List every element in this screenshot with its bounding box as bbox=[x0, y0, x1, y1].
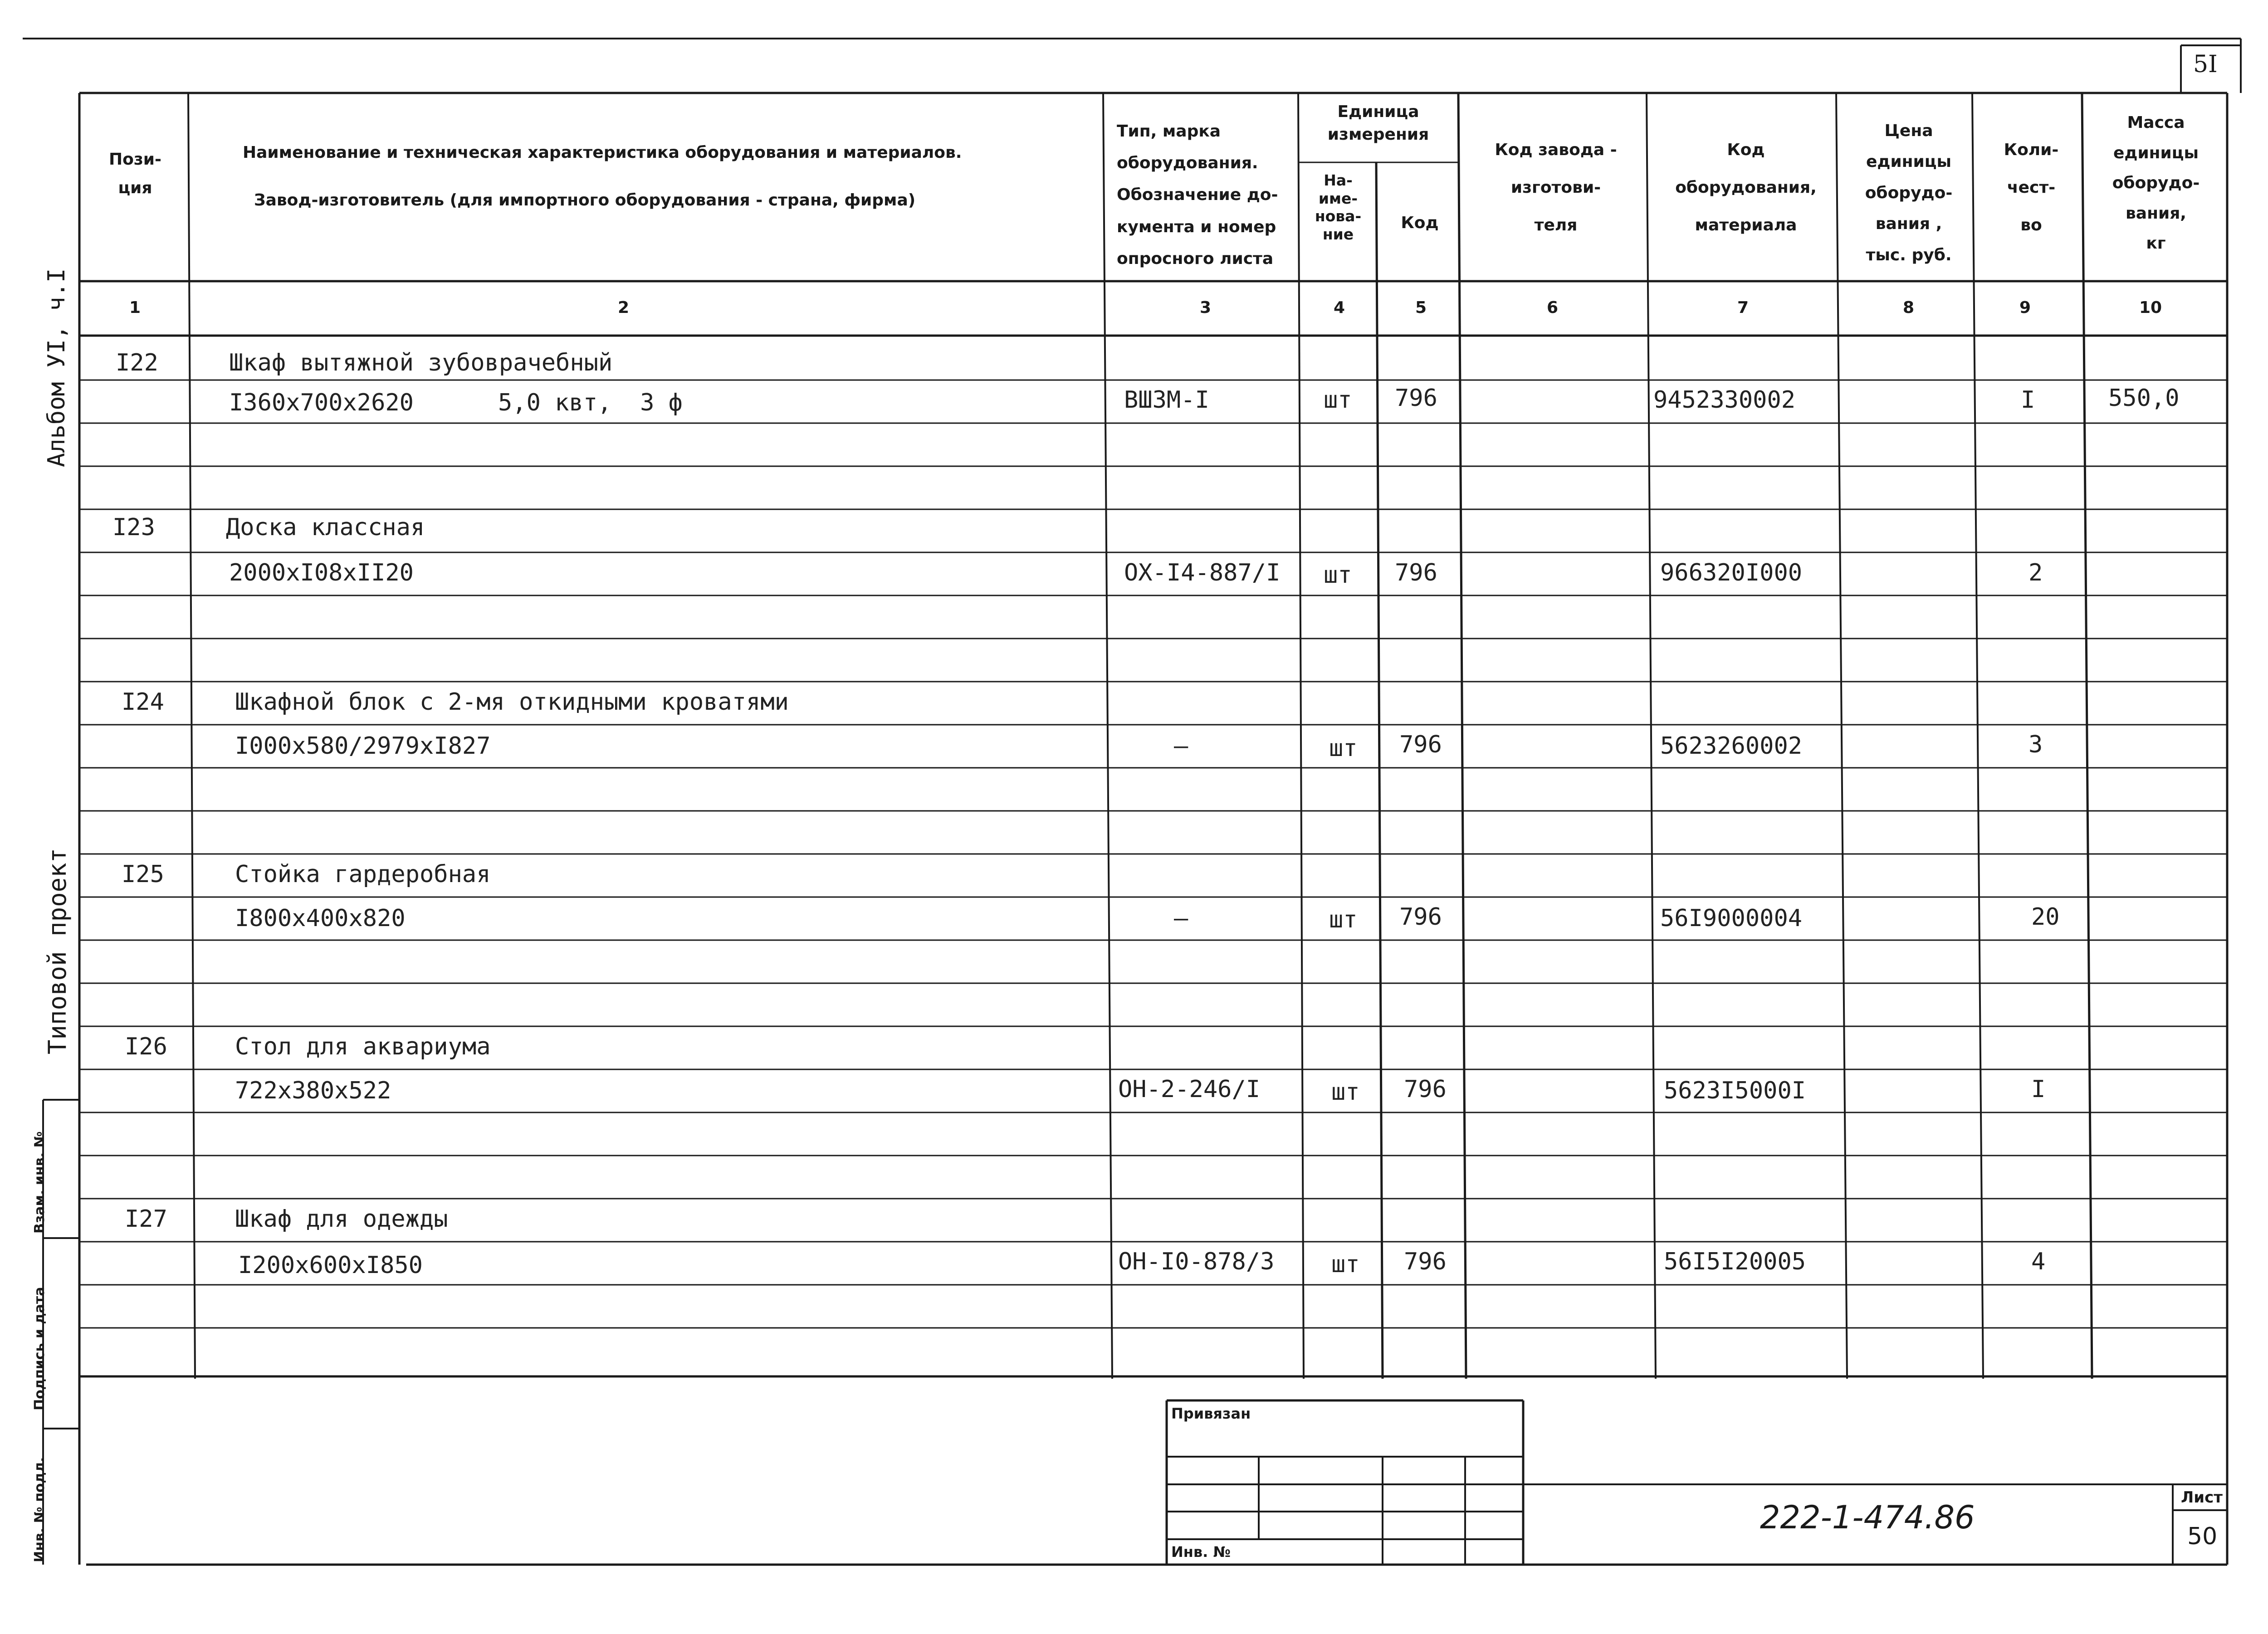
column-number: 6 bbox=[1547, 298, 1559, 317]
header-unit: Единица измерения bbox=[1327, 102, 1429, 144]
row-unit: шт bbox=[1331, 1251, 1360, 1278]
header-price: Цена единицы оборудо- вания , тыс. руб. bbox=[1865, 122, 1953, 264]
row-position: I24 bbox=[122, 688, 164, 716]
header-name-line1: Наименование и техническая характеристика оборудования и материалов. bbox=[243, 143, 962, 162]
row-unit: шт bbox=[1329, 735, 1358, 762]
row-name: Доска классная bbox=[226, 514, 425, 541]
row-quantity: 3 bbox=[2028, 731, 2043, 758]
row-unit-code: 796 bbox=[1395, 559, 1437, 586]
row-quantity: 20 bbox=[2031, 903, 2060, 931]
row-unit-code: 796 bbox=[1404, 1248, 1447, 1275]
row-position: I22 bbox=[116, 349, 158, 376]
row-dimensions: I000x580/2979xI827 bbox=[235, 732, 491, 760]
row-power: 5,0 квт, 3 ф bbox=[498, 389, 683, 416]
column-number: 3 bbox=[1200, 298, 1212, 317]
stamp-original-inv: Инв. № подл. bbox=[32, 1457, 48, 1562]
row-unit-code: 796 bbox=[1399, 731, 1442, 758]
page-number: 5I bbox=[2193, 51, 2218, 78]
row-quantity: 2 bbox=[2028, 559, 2043, 586]
row-unit-code: 796 bbox=[1399, 903, 1442, 931]
row-name: Стойка гардеробная bbox=[235, 861, 491, 888]
row-unit: шт bbox=[1324, 386, 1352, 414]
row-position: I25 bbox=[122, 861, 164, 888]
header-mass: Масса единицы оборудо- вания, кг bbox=[2112, 113, 2200, 253]
row-quantity: I bbox=[2021, 386, 2035, 414]
side-label-typical-project: Типовой проект bbox=[43, 848, 72, 1054]
row-equip-code: 5623260002 bbox=[1660, 732, 1803, 760]
column-number: 5 bbox=[1415, 298, 1427, 317]
stamp-replacement-inv: Взам. инв. № bbox=[32, 1131, 48, 1234]
row-position: I27 bbox=[125, 1205, 167, 1233]
row-dimensions: 2000xI08xII20 bbox=[229, 559, 414, 586]
header-unit-code: Код bbox=[1401, 214, 1439, 232]
header-factory-code: Код завода - изготови- теля bbox=[1495, 141, 1617, 234]
side-label-album: Альбом УI, ч.I bbox=[43, 268, 70, 467]
column-number: 9 bbox=[2019, 298, 2031, 317]
row-quantity: 4 bbox=[2031, 1248, 2046, 1275]
column-number: 1 bbox=[129, 298, 141, 317]
header-unit-name: На- име- нова- ние bbox=[1315, 171, 1362, 243]
stamp-signature-date: Подпись и дата bbox=[32, 1287, 48, 1410]
row-equip-code: 9452330002 bbox=[1653, 386, 1796, 414]
row-type: – bbox=[1174, 905, 1188, 932]
row-equip-code: 5623I5000I bbox=[1664, 1077, 1806, 1104]
header-quantity: Коли- чест- во bbox=[2004, 141, 2059, 234]
title-block-inv-no: Инв. № bbox=[1171, 1543, 1231, 1561]
row-position: I23 bbox=[112, 514, 155, 541]
column-number: 10 bbox=[2139, 298, 2162, 317]
header-name-line2: Завод-изготовитель (для импортного оборудования - страна, фирма) bbox=[254, 191, 916, 210]
row-dimensions: I200x600xI850 bbox=[238, 1252, 423, 1279]
header-equip-code: Код оборудования, материала bbox=[1675, 141, 1817, 234]
column-number: 2 bbox=[618, 298, 630, 317]
row-quantity: I bbox=[2031, 1076, 2046, 1103]
row-name: Шкаф вытяжной зубоврачебный bbox=[229, 349, 613, 376]
row-type: ВШЗМ-I bbox=[1124, 386, 1209, 414]
row-type: ОН-I0-878/3 bbox=[1118, 1248, 1275, 1275]
row-name: Шкаф для одежды bbox=[235, 1205, 448, 1233]
row-type: ОХ-I4-887/I bbox=[1124, 559, 1281, 586]
sheet-label: Лист bbox=[2181, 1488, 2223, 1507]
row-name: Шкафной блок с 2-мя откидными кроватями bbox=[235, 688, 789, 716]
sheet-number: 50 bbox=[2187, 1523, 2218, 1550]
row-dimensions: I800x400x820 bbox=[235, 905, 406, 932]
row-dimensions: 722x380x522 bbox=[235, 1077, 391, 1104]
row-unit: шт bbox=[1329, 906, 1358, 933]
row-equip-code: 966320I000 bbox=[1660, 559, 1803, 586]
column-number: 7 bbox=[1737, 298, 1749, 317]
row-type: ОН-2-246/I bbox=[1118, 1076, 1261, 1103]
row-position: I26 bbox=[125, 1033, 167, 1060]
header-type: Тип, марка оборудования. Обозначение до- кумента и номер опросного листа bbox=[1117, 122, 1278, 268]
row-name: Стол для аквариума bbox=[235, 1033, 491, 1060]
header-position: Пози- ция bbox=[109, 150, 161, 197]
row-type: – bbox=[1174, 732, 1188, 760]
row-equip-code: 56I9000004 bbox=[1660, 905, 1803, 932]
row-dimensions: I360x700x2620 bbox=[229, 389, 414, 416]
title-block-bound: Привязан bbox=[1171, 1405, 1251, 1422]
row-mass: 550,0 bbox=[2108, 385, 2180, 412]
row-unit-code: 796 bbox=[1395, 385, 1437, 412]
row-unit: шт bbox=[1331, 1078, 1360, 1106]
column-number: 8 bbox=[1903, 298, 1915, 317]
row-equip-code: 56I5I20005 bbox=[1664, 1248, 1806, 1275]
row-unit-code: 796 bbox=[1404, 1076, 1447, 1103]
column-number: 4 bbox=[1334, 298, 1345, 317]
document-code: 222-1-474.86 bbox=[1760, 1499, 1975, 1536]
row-unit: шт bbox=[1324, 561, 1352, 589]
